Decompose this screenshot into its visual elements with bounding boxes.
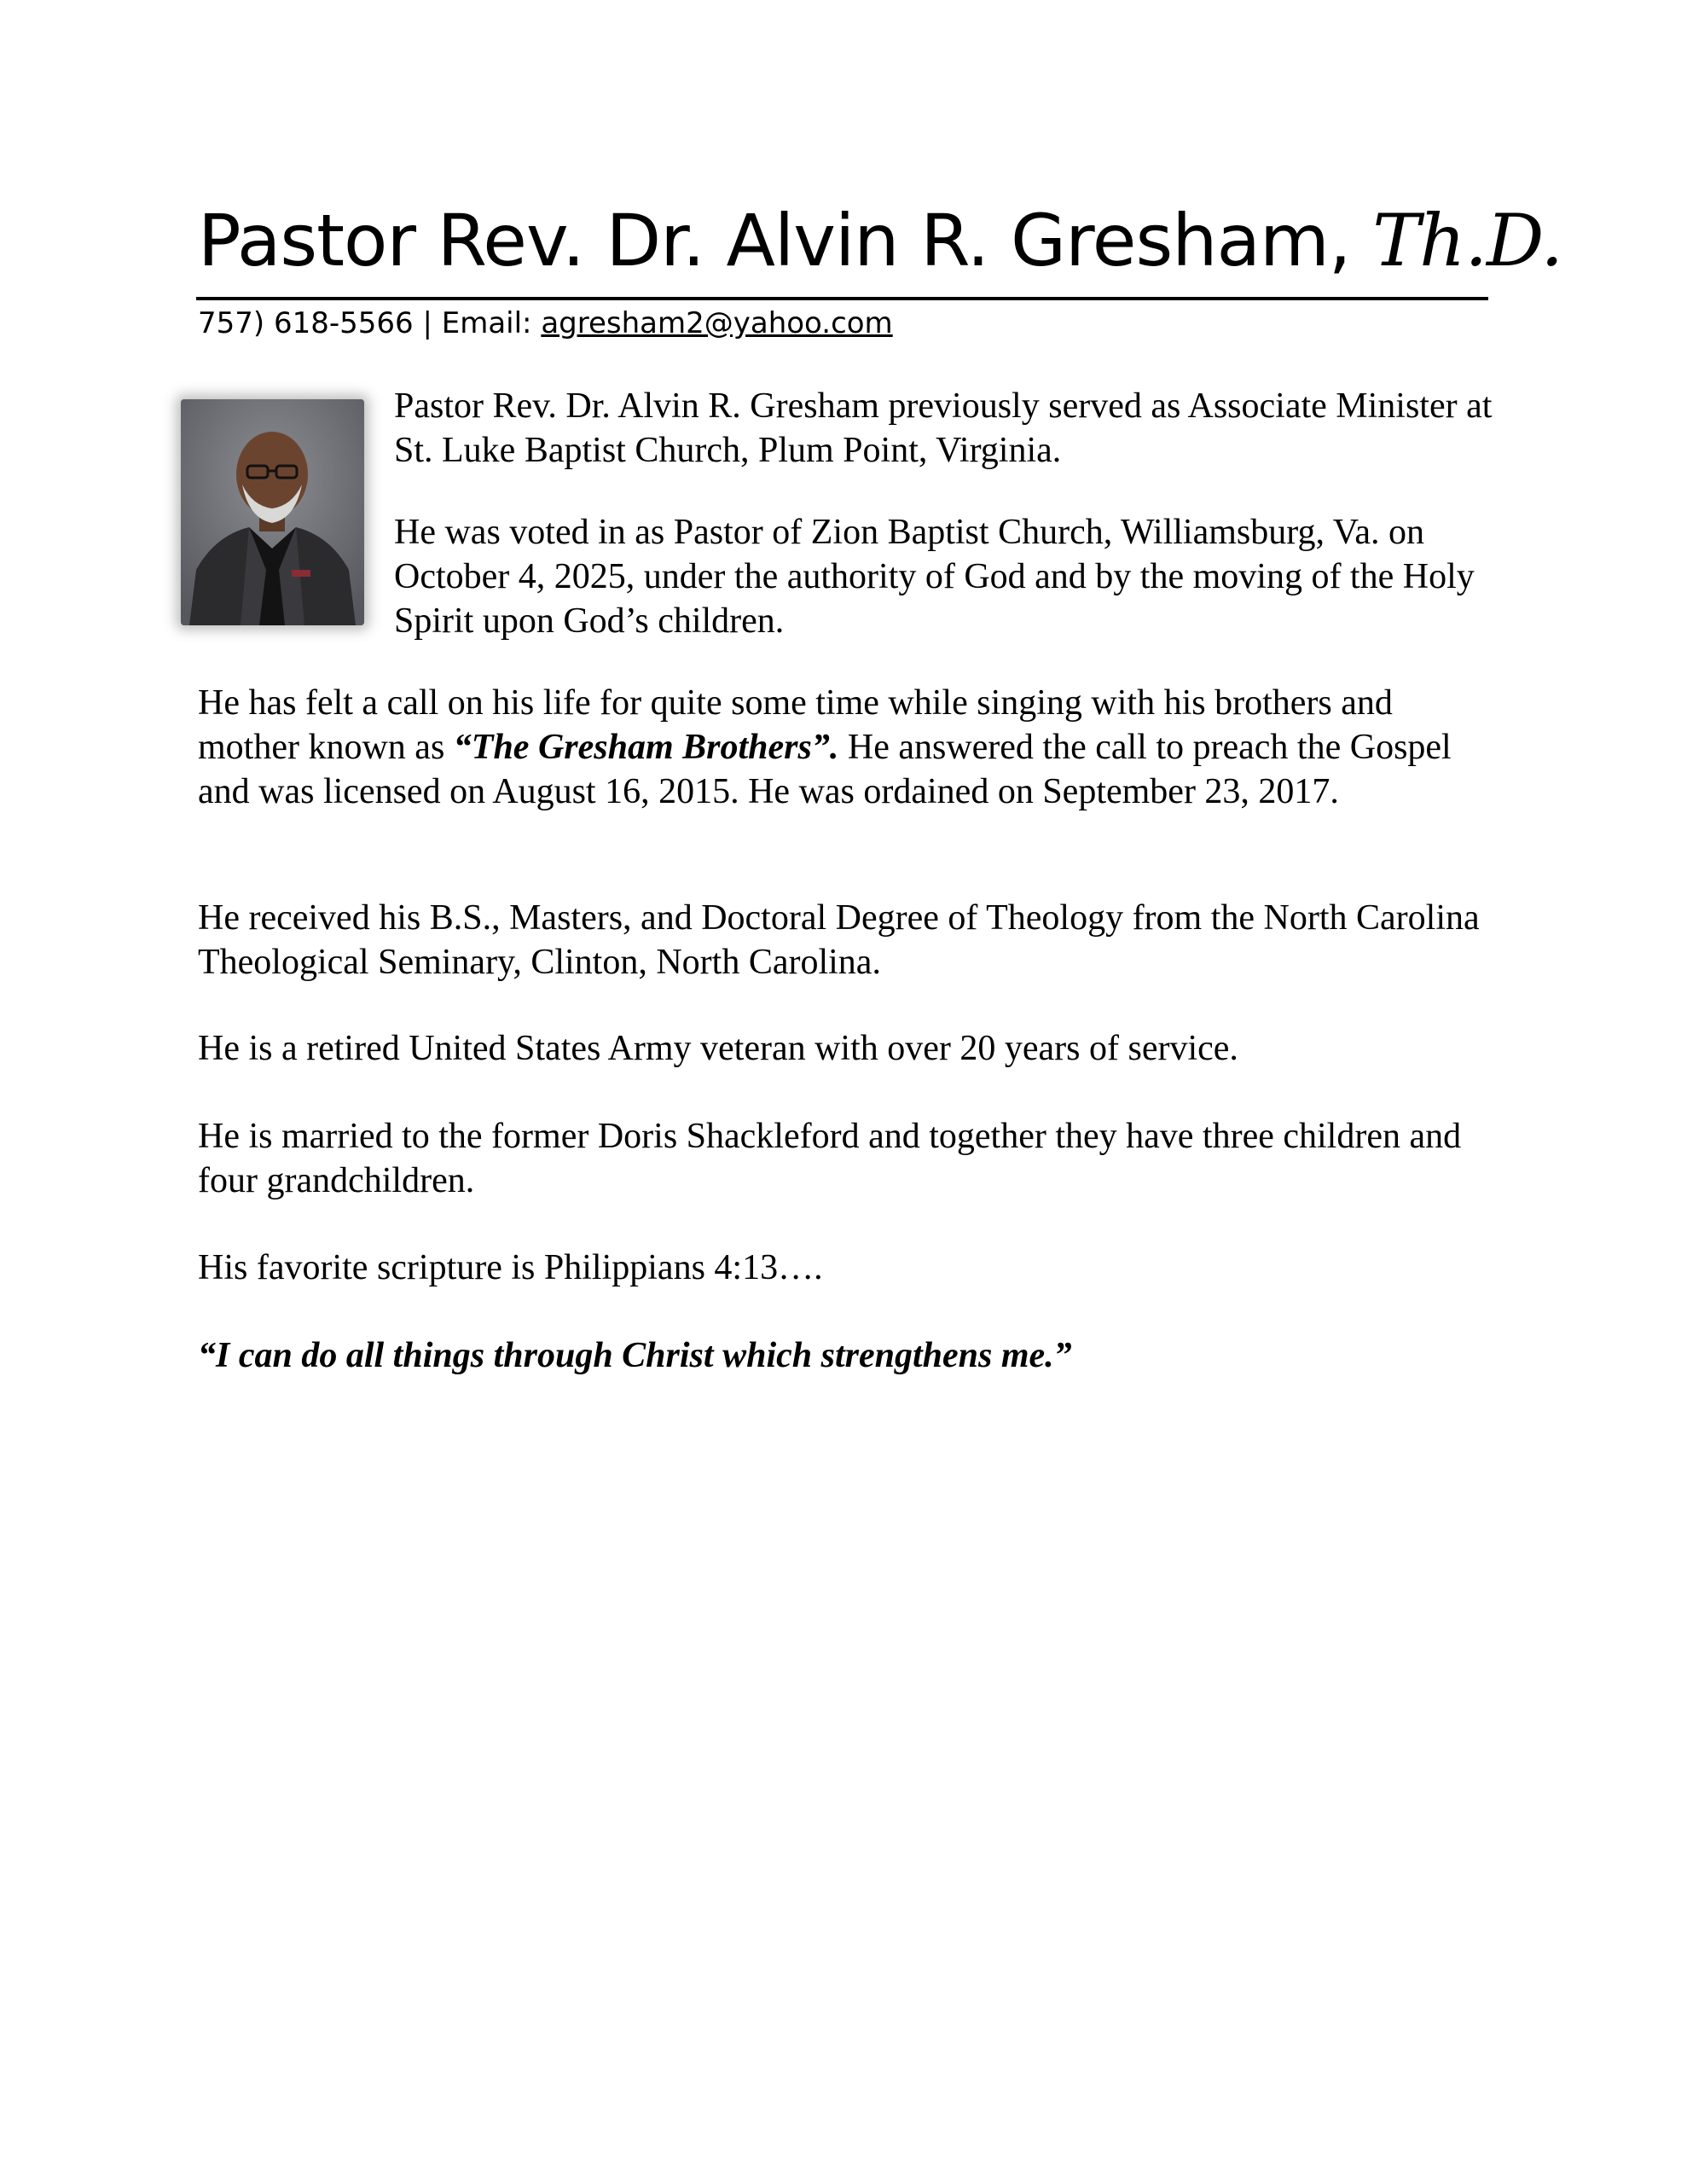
scripture-paragraph: His favorite scripture is Philippians 4:13…. [198,1248,823,1287]
calling-text-after: He answered the call to preach the Gospel and was licensed on August 16, 2015. He was ordained on September 23, 2017. [198,728,1452,811]
calling-paragraph [198,681,1494,814]
pastor-name: Pastor Rev. Dr. Alvin R. Gresham, [198,199,1351,282]
education-paragraph: He received his B.S., Masters, and Doctoral Degree of Theology from the North Carolina Theological Seminary, Clinton, North Carolina. [198,898,1480,982]
family-paragraph: He is married to the former Doris Shackleford and together they have three children and four grandchildren. [198,1117,1462,1200]
scripture-quote: “I can do all things through Christ which strengthens me.” [198,1336,1072,1375]
military-paragraph: He is a retired United States Army veteran with over 20 years of service. [198,1029,1238,1068]
header-divider [196,297,1488,300]
calling-text-before: He has felt a call on his life for quite some time while singing with his brothers and mother known as [198,683,1393,767]
degree-suffix: Th.D. [1372,199,1563,282]
portrait-icon [181,399,364,625]
portrait-photo [181,399,364,625]
intro-paragraph-2: He was voted in as Pastor of Zion Baptist Church, Williamsburg, Va. on October 4, 2025, under the authority of God and by the moving of the Holy Spirit upon God’s children. [394,513,1475,641]
contact-line [198,304,893,343]
email-link[interactable]: agresham2@yahoo.com [541,306,893,340]
gresham-brothers-name: “The Gresham Brothers”. [453,728,839,767]
intro-paragraph-1: Pastor Rev. Dr. Alvin R. Gresham previously served as Associate Minister at St. Luke Baptist Church, Plum Point, Virginia. [394,386,1493,470]
page-title [198,198,1562,283]
phone-text: 757) 618-5566 | Email: [198,306,542,340]
